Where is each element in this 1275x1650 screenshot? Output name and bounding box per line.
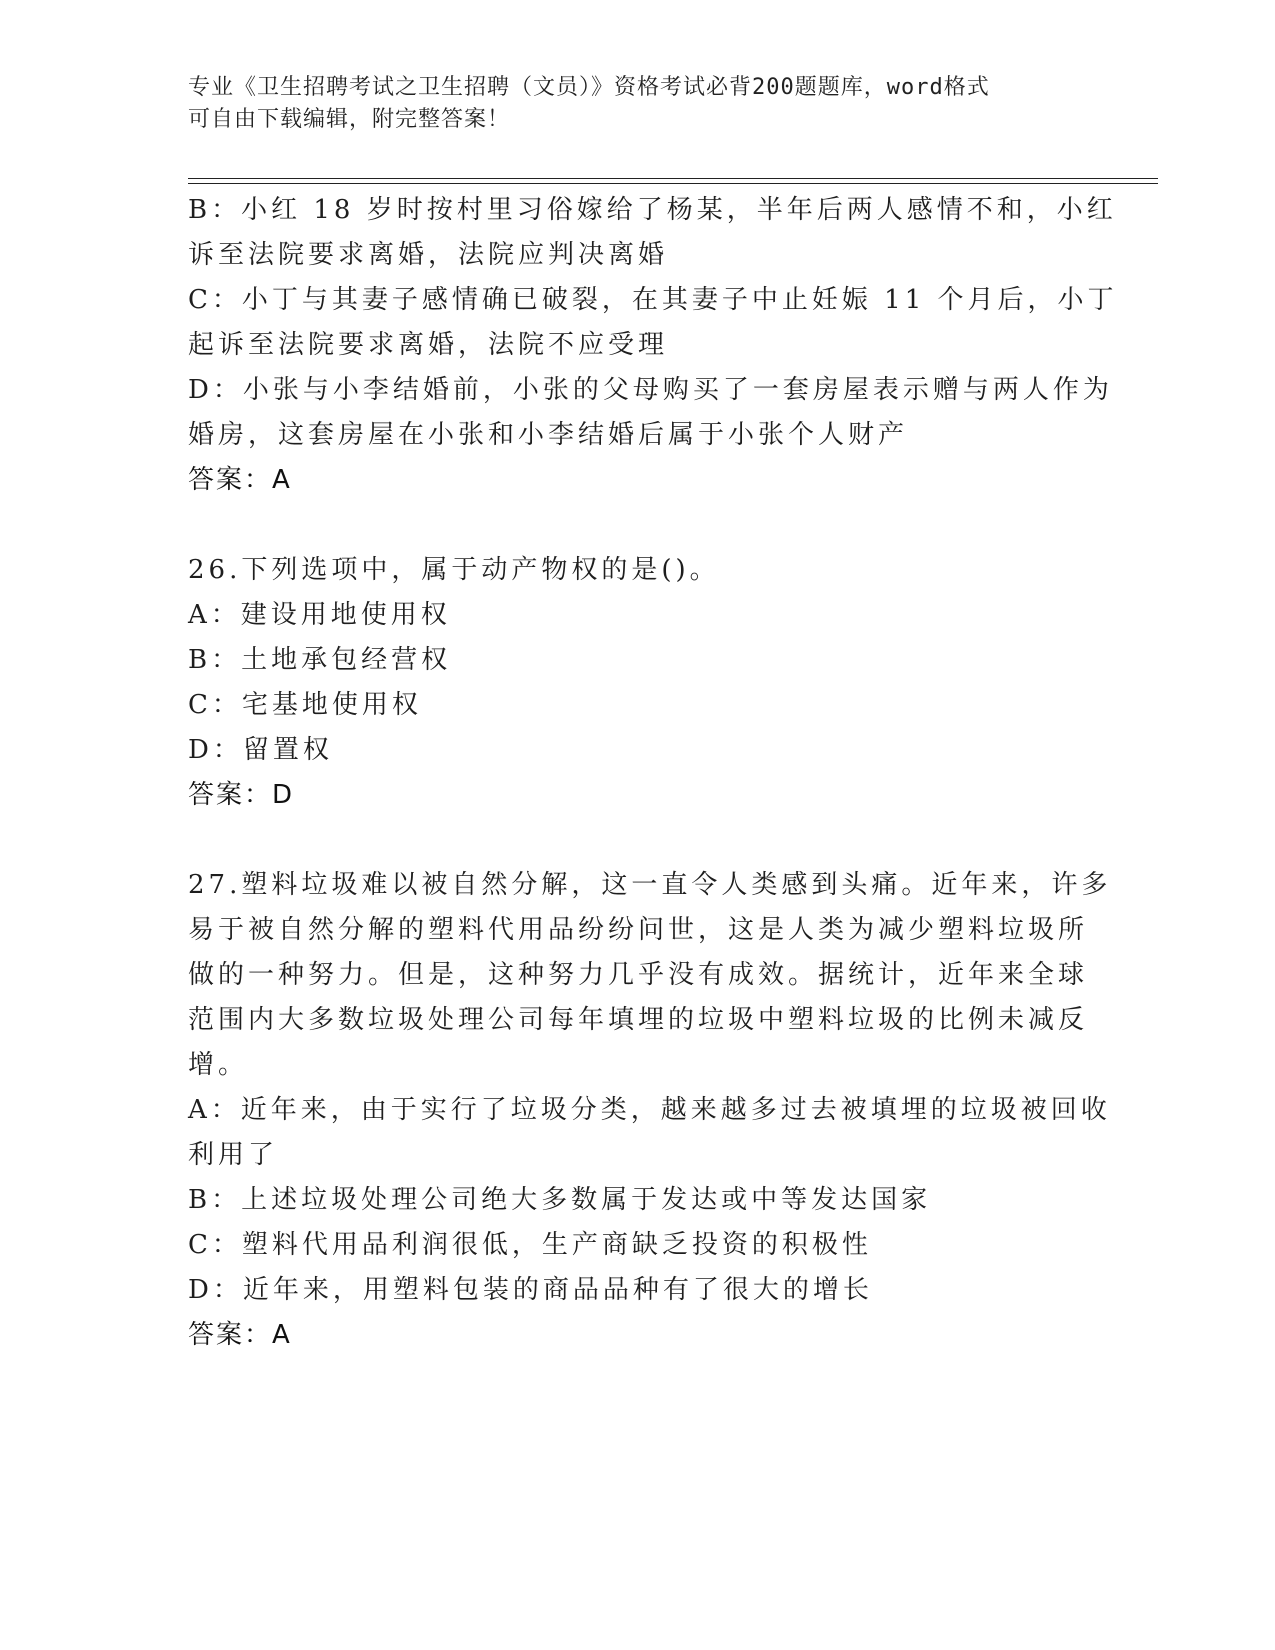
q26-question: 26.下列选项中，属于动产物权的是()。: [188, 555, 720, 585]
q26-option-d: D：留置权: [188, 735, 333, 765]
header-line-1: 专业《卫生招聘考试之卫生招聘（文员）》资格考试必背200题题库，word格式: [188, 75, 990, 100]
q25-option-d-line-1: D：小张与小李结婚前，小张的父母购买了一套房屋表示赠与两人作为: [188, 375, 1113, 405]
q25-answer: 答案：A: [188, 465, 292, 495]
q27-option-d: D：近年来，用塑料包装的商品品种有了很大的增长: [188, 1275, 873, 1305]
q27-option-a-line-1: A：近年来，由于实行了垃圾分类，越来越多过去被填埋的垃圾被回收: [188, 1095, 1111, 1125]
q25-option-c-line-1: C：小丁与其妻子感情确已破裂，在其妻子中止妊娠 11 个月后，小丁: [188, 285, 1118, 315]
question-27: [188, 863, 1112, 1358]
q25-option-b-line-1: B：小红 18 岁时按村里习俗嫁给了杨某，半年后两人感情不和，小红: [188, 195, 1117, 225]
q26-option-a: A：建设用地使用权: [188, 600, 451, 630]
q26-answer: 答案：D: [188, 780, 295, 810]
q27-question-line-3: 做的一种努力。但是，这种努力几乎没有成效。据统计，近年来全球: [188, 960, 1089, 990]
q25-option-d-line-2: 婚房，这套房屋在小张和小李结婚后属于小张个人财产: [188, 420, 909, 450]
header-divider-top: [188, 178, 1158, 179]
q26-option-c: C：宅基地使用权: [188, 690, 422, 720]
document-body: [188, 188, 1118, 1358]
q27-option-a-line-2: 利用了: [188, 1140, 279, 1170]
q25-option-c-line-2: 起诉至法院要求离婚，法院不应受理: [188, 330, 669, 360]
header-divider-bottom: [188, 183, 1158, 184]
header-line-2: 可自由下载编辑，附完整答案！: [188, 107, 511, 132]
q27-question-line-5: 增。: [188, 1050, 249, 1080]
document-header: [188, 72, 1068, 136]
question-26: [188, 548, 1088, 818]
q25-option-b-line-2: 诉至法院要求离婚，法院应判决离婚: [188, 240, 669, 270]
q27-option-b: B：上述垃圾处理公司绝大多数属于发达或中等发达国家: [188, 1185, 932, 1215]
q27-question-line-1: 27.塑料垃圾难以被自然分解，这一直令人类感到头痛。近年来，许多: [188, 870, 1112, 900]
question-25-continued: [188, 188, 1118, 503]
spacer: [188, 503, 1088, 548]
q27-question-line-4: 范围内大多数垃圾处理公司每年填埋的垃圾中塑料垃圾的比例未减反: [188, 1005, 1089, 1035]
q26-option-b: B：土地承包经营权: [188, 645, 452, 675]
q27-answer: 答案：A: [188, 1320, 292, 1350]
q27-option-c: C：塑料代用品利润很低，生产商缺乏投资的积极性: [188, 1230, 872, 1260]
q27-question-line-2: 易于被自然分解的塑料代用品纷纷问世，这是人类为减少塑料垃圾所: [188, 915, 1089, 945]
spacer: [188, 818, 1088, 863]
